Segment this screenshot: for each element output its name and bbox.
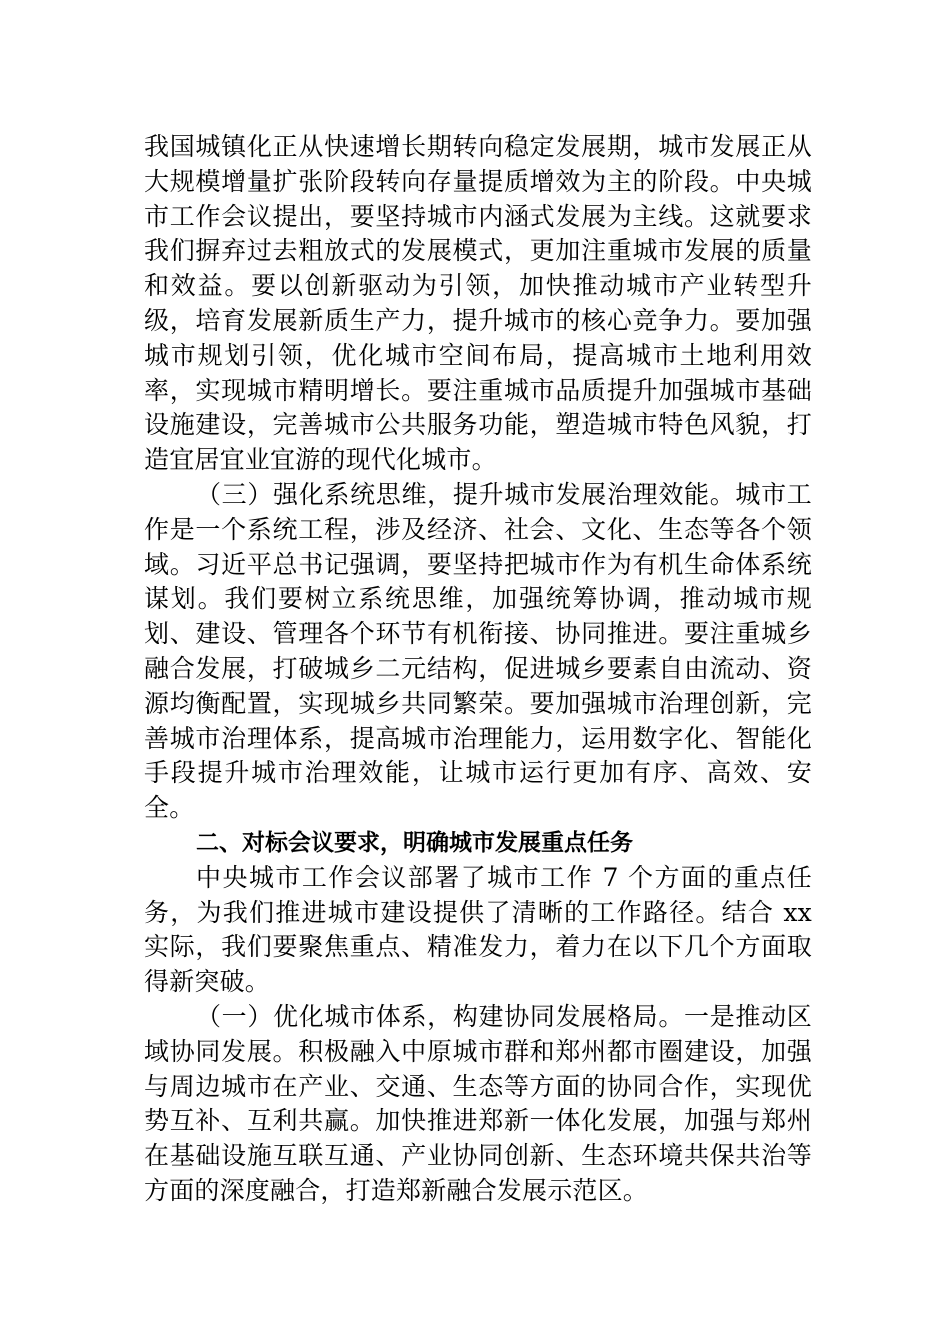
paragraph-optimize-city-system: （一）优化城市体系，构建协同发展格局。一是推动区域协同发展。积极融入中原城市群和郑州都市圈建设，加强与周边城市在产业、交通、生态等方面的协同合作，实现优势互补、互利共赢。加快推进郑新一体化发展，加强与郑州在基础设施互联互通、产业协同创新、生态环境共保共治等方面的深度融合，打造郑新融合发展示范区。 — [144, 1001, 812, 1205]
paragraph-key-tasks-intro: 中央城市工作会议部署了城市工作 7 个方面的重点任务，为我们推进城市建设提供了清晰的工作路径。结合 xx 实际，我们要聚焦重点、精准发力，着力在以下几个方面取得新突破。 — [144, 862, 812, 997]
document-body — [144, 130, 812, 1209]
section-heading-key-tasks: 二、对标会议要求，明确城市发展重点任务 — [196, 829, 633, 856]
paragraph-systems-thinking: （三）强化系统思维，提升城市发展治理效能。城市工作是一个系统工程，涉及经济、社会、文化、生态等各个领域。习近平总书记强调，要坚持把城市作为有机生命体系统谋划。我们要树立系统思维，加强统筹协调，推动城市规划、建设、管理各个环节有机衔接、协同推进。要注重城乡融合发展，打破城乡二元结构，促进城乡要素自由流动、资源均衡配置，实现城乡共同繁荣。要加强城市治理创新，完善城市治理体系，提高城市治理能力，运用数字化、智能化手段提升城市治理效能，让城市运行更加有序、高效、安全。 — [144, 479, 812, 823]
paragraph-urbanization: 我国城镇化正从快速增长期转向稳定发展期，城市发展正从大规模增量扩张阶段转向存量提质增效为主的阶段。中央城市工作会议提出，要坚持城市内涵式发展为主线。这就要求我们摒弃过去粗放式的发展模式，更加注重城市发展的质量和效益。要以创新驱动为引领，加快推动城市产业转型升级，培育发展新质生产力，提升城市的核心竞争力。要加强城市规划引领，优化城市空间布局，提高城市土地利用效率，实现城市精明增长。要注重城市品质提升加强城市基础设施建设，完善城市公共服务功能，塑造城市特色风貌，打造宜居宜业宜游的现代化城市。 — [144, 132, 812, 475]
